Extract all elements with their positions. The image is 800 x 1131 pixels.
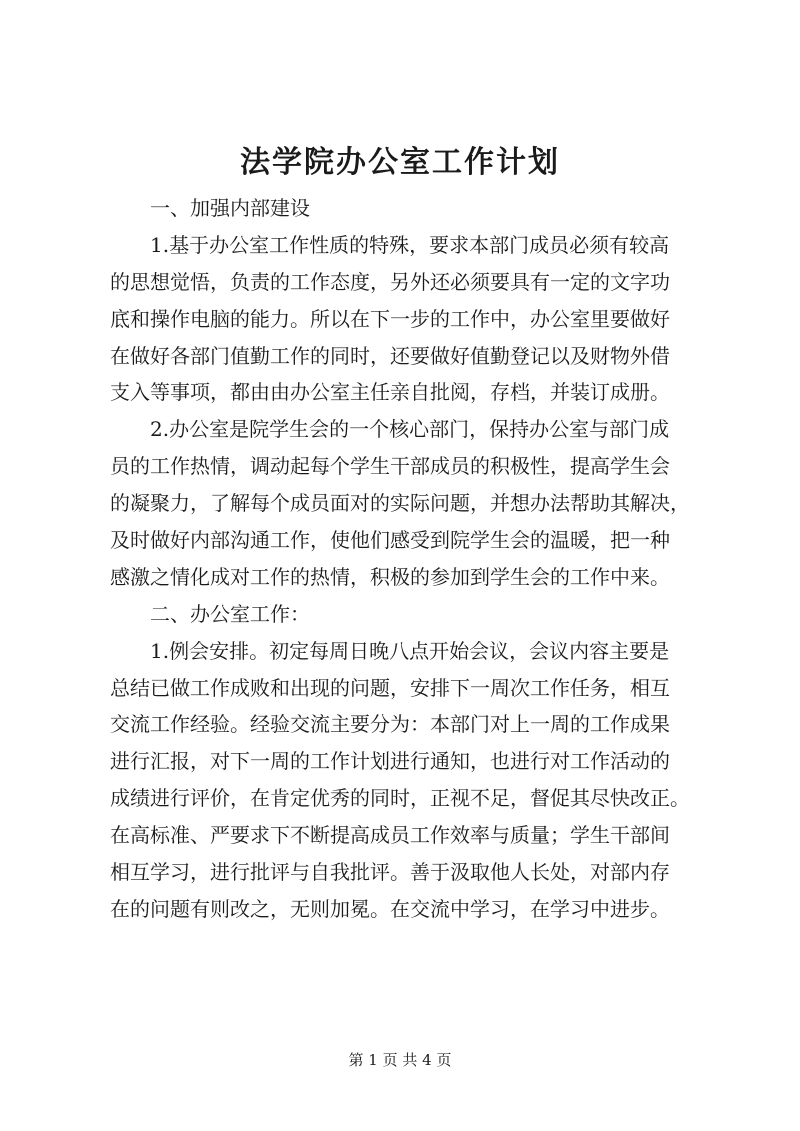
paragraph-line: 的思想觉悟，负责的工作态度，另外还必须要具有一定的文字功 [110,269,670,294]
paragraph-line: 员的工作热情，调动起每个学生干部成员的积极性，提高学生会 [110,454,670,479]
paragraph-line: 总结已做工作成败和出现的问题，安排下一周次工作任务，相互 [110,675,670,700]
paragraph-line: 在的问题有则改之，无则加冕。在交流中学习，在学习中进步。 [110,896,670,921]
paragraph-line: 在做好各部门值勤工作的同时，还要做好值勤登记以及财物外借 [110,343,670,368]
paragraph-line: 1.例会安排。初定每周日晚八点开始会议，会议内容主要是 [150,638,670,663]
paragraph-line: 1.基于办公室工作性质的特殊，要求本部门成员必须有较高 [150,232,670,257]
paragraph-line: 相互学习，进行批评与自我批评。善于汲取他人长处，对部内存 [110,860,670,885]
paragraph-line: 在高标准、严要求下不断提高成员工作效率与质量；学生干部间 [110,823,670,848]
document-body [110,190,710,928]
page-footer: 第 1 页 共 4 页 [348,1051,452,1069]
paragraph-line: 底和操作电脑的能力。所以在下一步的工作中，办公室里要做好 [110,306,670,331]
paragraph-line: 进行汇报，对下一周的工作计划进行通知，也进行对工作活动的 [110,749,670,774]
paragraph-line: 成绩进行评价，在肯定优秀的同时，正视不足，督促其尽快改正。 [110,786,690,811]
paragraph-line: 感激之情化成对工作的热情，积极的参加到学生会的工作中来。 [110,564,670,589]
section-heading-1: 一、加强内部建设 [150,196,310,220]
paragraph-line: 交流工作经验。经验交流主要分为：本部门对上一周的工作成果 [110,712,670,737]
section-heading-2: 二、办公室工作： [150,601,310,626]
paragraph-line: 的凝聚力，了解每个成员面对的实际问题，并想办法帮助其解决， [110,491,690,516]
paragraph-line: 支入等事项，都由由办公室主任亲自批阅，存档，并装订成册。 [110,380,670,405]
paragraph-line: 2.办公室是院学生会的一个核心部门，保持办公室与部门成 [150,417,670,442]
document-title: 法学院办公室工作计划 [240,145,560,180]
paragraph-line: 及时做好内部沟通工作，使他们感受到院学生会的温暖，把一种 [110,528,670,553]
